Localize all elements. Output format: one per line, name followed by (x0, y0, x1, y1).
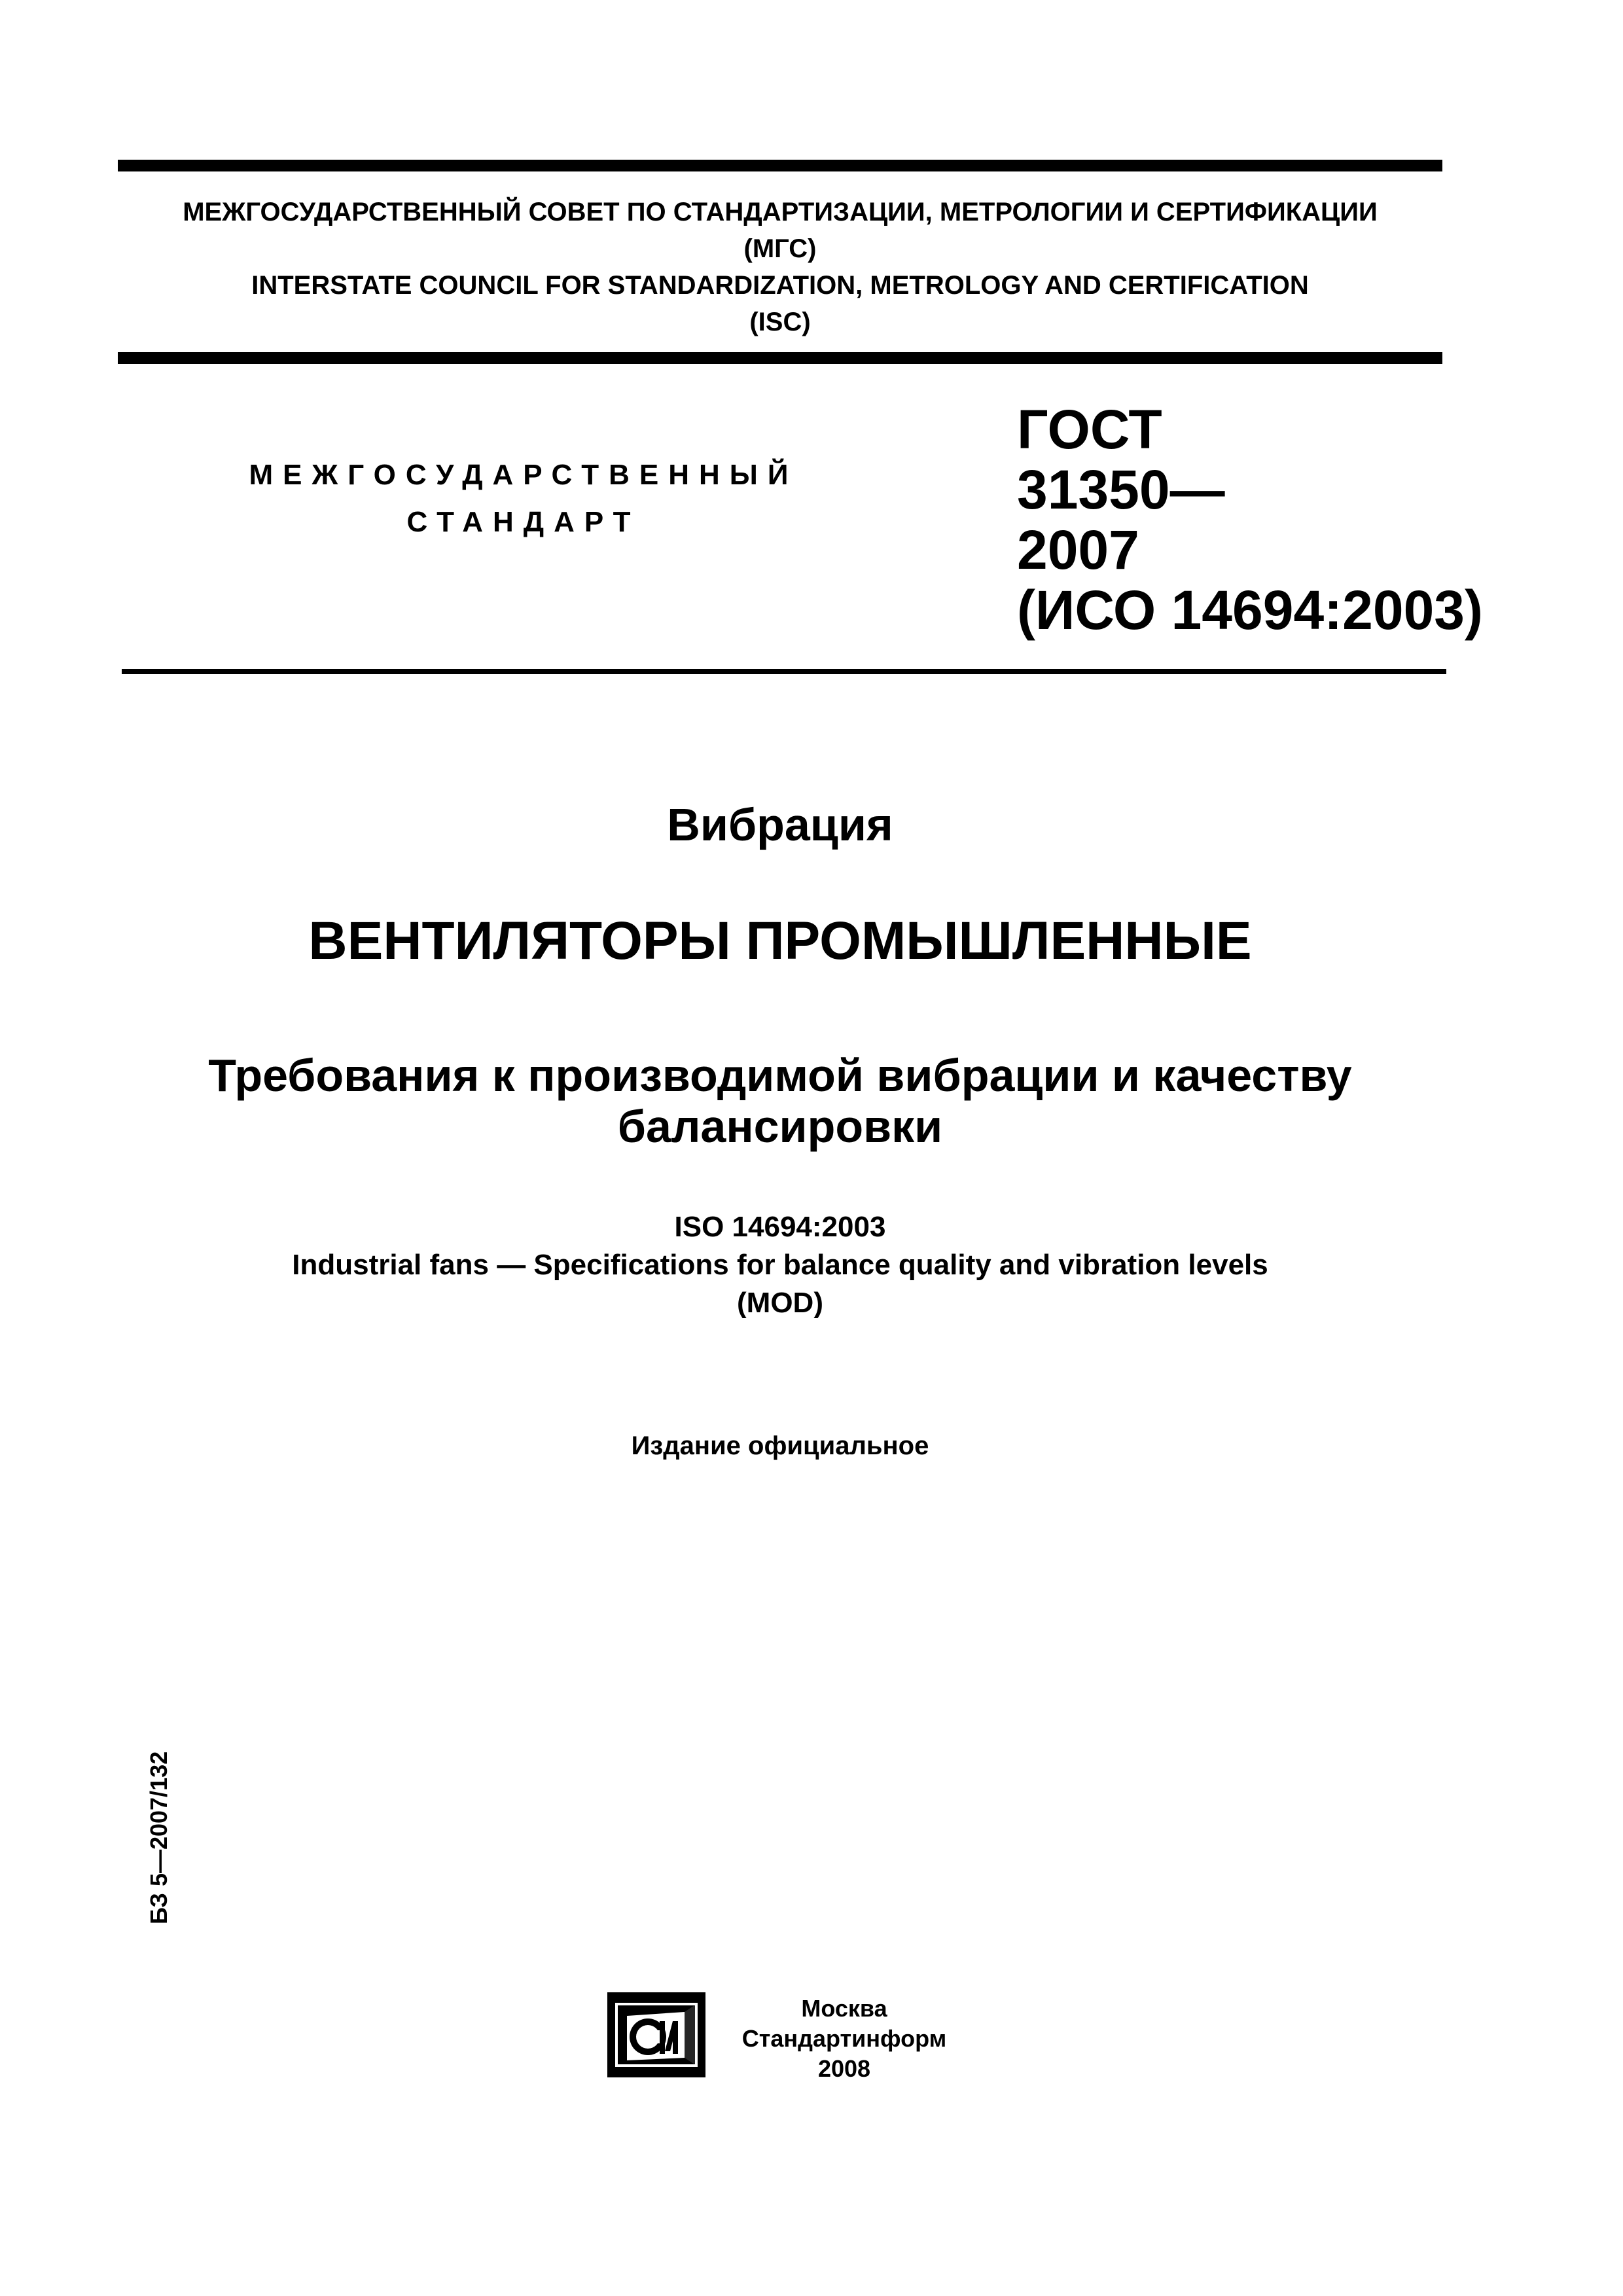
standard-kind-line1: МЕЖГОСУДАРСТВЕННЫЙ (249, 459, 798, 491)
council-name-ru: МЕЖГОСУДАРСТВЕННЫЙ СОВЕТ ПО СТАНДАРТИЗАЦИИ, МЕТРОЛОГИИ И СЕРТИФИКАЦИИ (183, 198, 1378, 226)
council-name-en: INTERSTATE COUNCIL FOR STANDARDIZATION, METROLOGY AND CERTIFICATION (251, 271, 1309, 300)
lower-rule (122, 669, 1446, 674)
title-main: ВЕНТИЛЯТОРЫ ПРОМЫШЛЕННЫЕ (308, 911, 1252, 971)
council-abbr-en: (ISC) (749, 308, 811, 336)
top-rule (118, 160, 1442, 171)
standard-kind-line2: СТАНДАРТ (406, 506, 641, 538)
side-registration-code: БЗ 5—2007/132 (145, 1751, 172, 1924)
title-group: Вибрация (667, 799, 893, 850)
edition-label: Издание официальное (631, 1431, 929, 1460)
iso-reference-title: Industrial fans — Specifications for balance quality and vibration levels (292, 1249, 1268, 1281)
designation-number: 31350— (1017, 459, 1225, 520)
designation-iso: (ИСО 14694:2003) (1017, 579, 1483, 641)
iso-reference-code: ISO 14694:2003 (674, 1211, 886, 1243)
designation-year: 2007 (1017, 519, 1139, 581)
council-abbr-ru: (МГС) (743, 234, 817, 263)
title-sub (118, 1050, 1442, 1152)
publisher-name: Стандартинформ (741, 2025, 947, 2052)
publisher-block (720, 1994, 969, 2084)
standard-kind (196, 452, 851, 546)
designation-prefix: ГОСТ (1017, 399, 1162, 460)
council-header (118, 194, 1442, 340)
title-sub-text: Требования к производимой вибрации и качеству балансировки (208, 1050, 1352, 1152)
standard-designation (1017, 399, 1483, 641)
iso-reference-mod: (MOD) (737, 1287, 823, 1319)
publisher-city: Москва (801, 1995, 887, 2022)
middle-rule (118, 352, 1442, 364)
standartinform-logo-icon (607, 1992, 705, 2077)
iso-reference (118, 1208, 1442, 1322)
publisher-year: 2008 (817, 2055, 871, 2082)
